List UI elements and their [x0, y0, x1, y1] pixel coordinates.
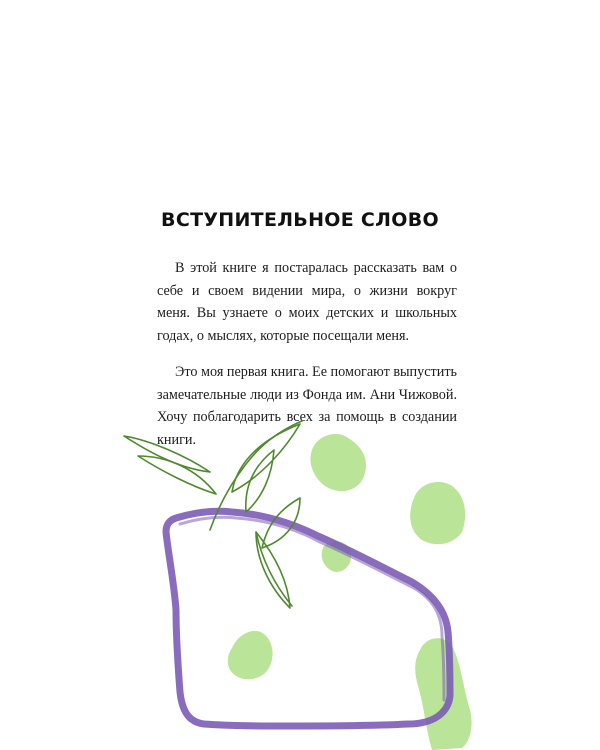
chapter-heading: ВСТУПИТЕЛЬНОЕ СЛОВО [161, 208, 439, 231]
leaf-left-lower [138, 456, 216, 494]
decorative-illustration [0, 420, 600, 750]
green-blot-4 [228, 631, 273, 679]
purple-outline-inner [180, 517, 444, 700]
paragraph-2: Это моя первая книга. Ее помогают выпустить замечательные люди из Фонда им. Ани Чижовой. Хочу поблагодарить всех за помощь в создании книги. [157, 364, 457, 448]
leaf-left [124, 436, 210, 472]
green-blots [228, 434, 472, 750]
green-blot-2 [410, 482, 465, 544]
paragraph-1: В этой книге я постаралась рассказать вам о себе и своем видении мира, о жизни вокруг меня. Вы узнаете о моих детских и школьных годах, о мыслях, которые посещали меня. [157, 260, 457, 344]
green-blot-1 [310, 434, 366, 491]
purple-outline [166, 511, 450, 726]
